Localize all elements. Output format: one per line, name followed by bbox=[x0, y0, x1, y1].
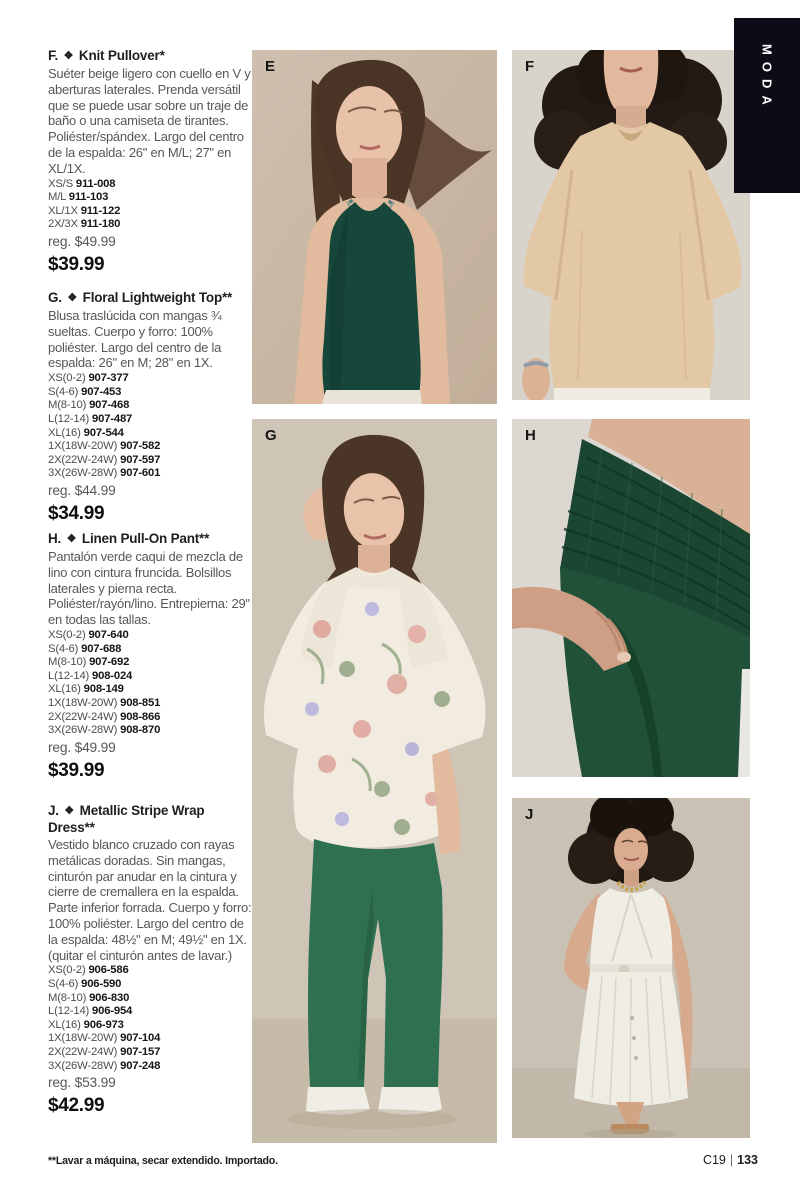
photo-label-g: G bbox=[265, 427, 278, 444]
size-row: 2X(22W-24W) 908-866 bbox=[48, 710, 161, 723]
size-row: L(12-14) 906-954 bbox=[48, 1005, 133, 1018]
care-footnote: **Lavar a máquina, secar extendido. Importado. bbox=[48, 1155, 278, 1167]
size-row: XL(16) 906-973 bbox=[48, 1018, 124, 1031]
product-title: H. ❖ Linen Pull-On Pant** bbox=[48, 531, 210, 546]
regular-price: reg. $49.99 bbox=[48, 739, 116, 755]
size-row: XS(0-2) 907-377 bbox=[48, 372, 129, 385]
size-row: M(8-10) 907-692 bbox=[48, 656, 130, 669]
size-list bbox=[48, 629, 252, 738]
size-row: 1X(18W-20W) 907-104 bbox=[48, 1032, 161, 1045]
sale-price: $39.99 bbox=[48, 759, 105, 781]
product-block-h bbox=[48, 531, 252, 782]
photo-f-knit-pullover bbox=[512, 50, 750, 400]
photo-j-wrap-dress bbox=[512, 798, 750, 1138]
clover-icon: ❖ bbox=[66, 533, 77, 545]
size-row: S(4-6) 907-453 bbox=[48, 385, 122, 398]
size-row: 3X(26W-28W) 907-248 bbox=[48, 1059, 161, 1072]
sale-price: $42.99 bbox=[48, 1095, 105, 1117]
moda-section-tab bbox=[734, 18, 800, 193]
size-list bbox=[48, 964, 252, 1073]
size-list bbox=[48, 372, 252, 481]
size-row: XL(16) 908-149 bbox=[48, 683, 124, 696]
photo-g-illustration bbox=[252, 419, 497, 1143]
size-row: 3X(26W-28W) 908-870 bbox=[48, 724, 161, 737]
photo-e-knit-tank bbox=[252, 50, 497, 404]
product-description: Pantalón verde caqui de mezcla de lino con cintura fruncida. Bolsillos laterales y pierna recta. Poliéster/rayón/lino. Entrepierna: 29" en todas las tallas. bbox=[48, 549, 250, 628]
size-row: 2X(22W-24W) 907-597 bbox=[48, 453, 161, 466]
product-block-g bbox=[48, 290, 252, 525]
regular-price: reg. $49.99 bbox=[48, 233, 116, 249]
product-description: Blusa traslúcida con mangas ¾ sueltas. Cuerpo y forro: 100% poliéster. Largo del centro de la espalda: 26" en M; 28" en 1X. bbox=[48, 308, 222, 371]
moda-tab-label: MODA bbox=[759, 44, 775, 112]
product-title: G. ❖ Floral Lightweight Top** bbox=[48, 290, 233, 305]
size-row: 2X/3X 911-180 bbox=[48, 218, 121, 231]
product-title: J. ❖ Metallic Stripe Wrap Dress** bbox=[48, 803, 205, 835]
size-row: 1X(18W-20W) 908-851 bbox=[48, 696, 161, 709]
size-row: S(4-6) 906-590 bbox=[48, 977, 122, 990]
photo-e-illustration bbox=[252, 50, 497, 404]
product-description: Vestido blanco cruzado con rayas metálicas doradas. Sin mangas, cinturón par anudar en la cintura y cierre de cremallera en la espalda. Parte inferior forrada. Cuerpo y forro: 100% poliéster. Largo del centro de la espalda: 48½" en M; 49½" en 1X. (quitar el cinturón antes de lavar.) bbox=[48, 837, 252, 963]
photo-g-floral-top-outfit bbox=[252, 419, 497, 1143]
size-row: XL(16) 907-544 bbox=[48, 426, 124, 439]
product-block-j bbox=[48, 803, 252, 1117]
size-row: XS(0-2) 907-640 bbox=[48, 628, 129, 641]
catalog-code: C19 bbox=[702, 1153, 726, 1167]
page-ref-separator: | bbox=[729, 1153, 734, 1167]
size-row: XL/1X 911-122 bbox=[48, 204, 121, 217]
size-row: 2X(22W-24W) 907-157 bbox=[48, 1045, 161, 1058]
size-row: M/L 911-103 bbox=[48, 191, 109, 204]
size-row: L(12-14) 907-487 bbox=[48, 412, 133, 425]
product-block-f bbox=[48, 48, 252, 276]
size-row: 1X(18W-20W) 907-582 bbox=[48, 440, 161, 453]
page-reference bbox=[703, 1153, 758, 1167]
clover-icon: ❖ bbox=[67, 292, 78, 304]
regular-price: reg. $44.99 bbox=[48, 482, 116, 498]
size-row: M(8-10) 907-468 bbox=[48, 399, 130, 412]
sale-price: $34.99 bbox=[48, 502, 105, 524]
size-row: S(4-6) 907-688 bbox=[48, 642, 122, 655]
size-row: XS(0-2) 906-586 bbox=[48, 964, 129, 977]
page-number: 133 bbox=[737, 1153, 758, 1167]
size-row: 3X(26W-28W) 907-601 bbox=[48, 467, 161, 480]
size-list bbox=[48, 178, 252, 232]
regular-price: reg. $53.99 bbox=[48, 1075, 116, 1091]
size-row: XS/S 911-008 bbox=[48, 177, 116, 190]
sale-price: $39.99 bbox=[48, 253, 105, 275]
photo-j-illustration bbox=[512, 798, 750, 1138]
photo-h-pant-closeup bbox=[512, 419, 750, 777]
photo-h-illustration bbox=[512, 419, 750, 777]
clover-icon: ❖ bbox=[63, 50, 74, 62]
photo-label-e: E bbox=[265, 58, 276, 75]
photo-label-f: F bbox=[525, 58, 535, 75]
size-row: L(12-14) 908-024 bbox=[48, 669, 133, 682]
size-row: M(8-10) 906-830 bbox=[48, 991, 130, 1004]
photo-label-h: H bbox=[525, 427, 537, 444]
photo-label-j: J bbox=[525, 806, 534, 823]
photo-f-illustration bbox=[512, 50, 750, 400]
product-title: F. ❖ Knit Pullover* bbox=[48, 48, 165, 63]
product-description: Suéter beige ligero con cuello en V y aberturas laterales. Prenda versátil que se puede usar sobre un traje de baño o una camiseta de tirantes. Poliéster/spándex. Largo del centro de la espalda: 26" en M/L; 27" en XL/1X. bbox=[48, 66, 251, 176]
clover-icon: ❖ bbox=[64, 805, 75, 817]
